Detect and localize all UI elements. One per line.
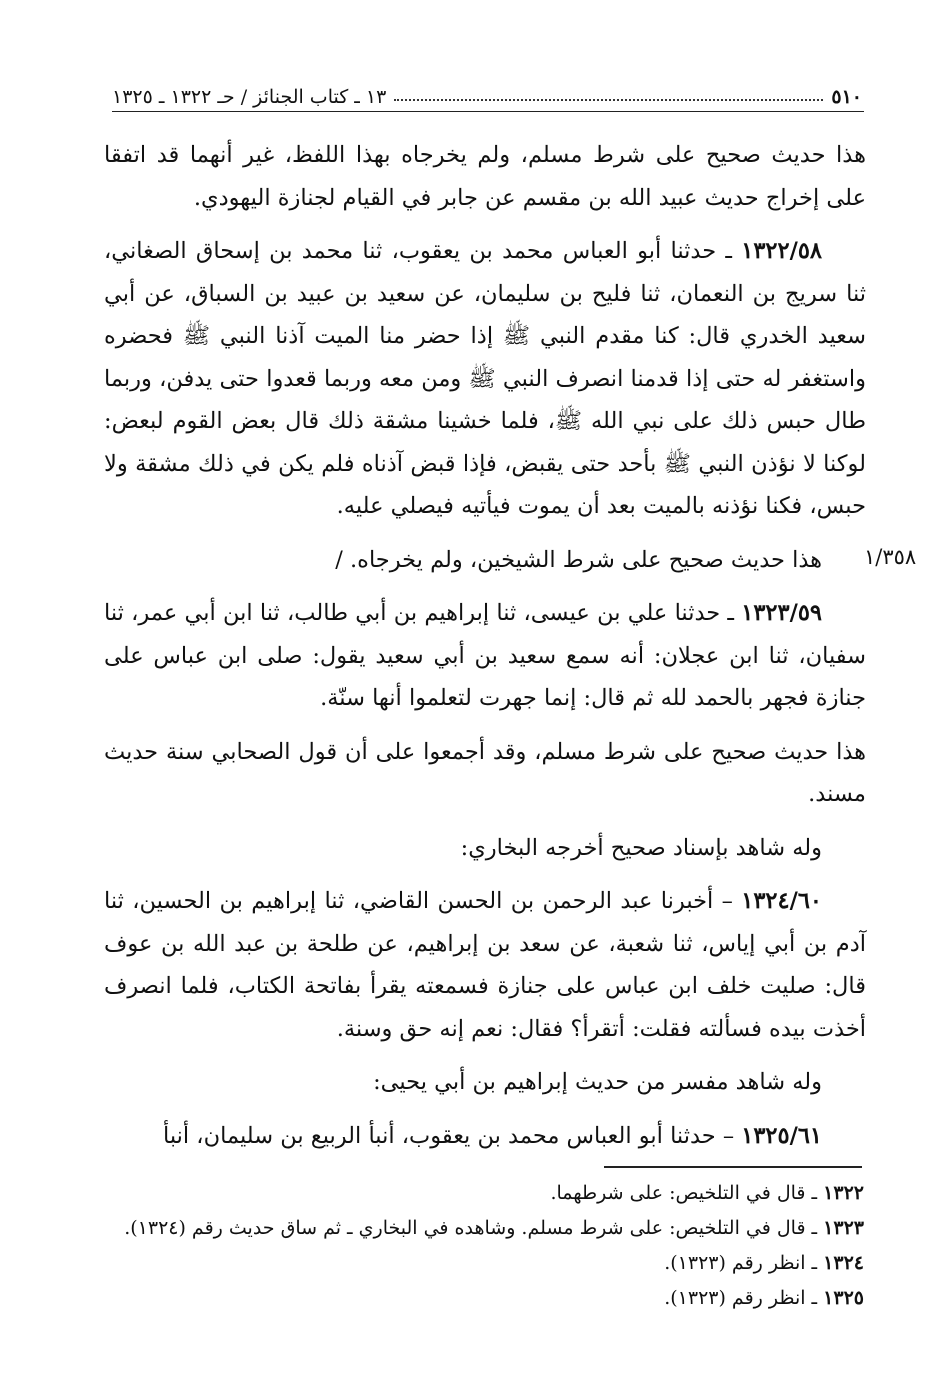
margin-volume-page-ref: ١/٣٥٨ xyxy=(864,545,917,569)
hadith-text: – أخبرنا عبد الرحمن بن الحسن القاضي، ثنا إبراهيم بن الحسين، ثنا آدم بن أبي إياس، ثنا شعبة، عن سعد بن إبراهيم، عن طلحة بن عبد الله بن عوف قال: صليت خلف ابن عباس على جنازة فسمعته يقرأ بفاتحة الكتاب، فلما انصرف أخذت بيده فسألته فقلت: أتقرأ؟ فقال: نعم إنه حق وسنة. xyxy=(104,888,866,1042)
paragraph-1 xyxy=(104,134,866,219)
header-title: ١٣ ـ كتاب الجنائز / حـ ١٣٢٢ ـ ١٣٢٥ xyxy=(112,86,387,108)
page-number: ٥١٠ xyxy=(831,86,862,108)
paragraph-grading-1323 xyxy=(104,731,866,816)
hadith-number: ١٣٢٤/٦٠ xyxy=(741,888,822,914)
footnote-number: ١٣٢٥ xyxy=(823,1287,864,1309)
footnote-1325 xyxy=(104,1281,864,1316)
paragraph-text: هذا حديث صحيح على شرط مسلم، وقد أجمعوا على أن قول الصحابي سنة حديث مسند. xyxy=(104,738,866,807)
footnote-text: ـ قال في التلخيص: على شرط مسلم. وشاهده في البخاري ـ ثم ساق حديث رقم (١٣٢٤). xyxy=(124,1217,824,1239)
hadith-number: ١٣٢٥/٦١ xyxy=(741,1122,822,1149)
hadith-1322 xyxy=(104,230,866,528)
footnote-1323 xyxy=(104,1211,864,1246)
hadith-text: ـ حدثنا علي بن عيسى، ثنا إبراهيم بن أبي طالب، ثنا ابن أبي عمر، ثنا سفيان، ثنا ابن عجلان: أنه سمع سعيد بن أبي سعيد يقول: صلى ابن عباس على جنازة فجهر بالحمد لله ثم قال: إنما جهرت لتعلموا أنها سنّة. xyxy=(104,600,866,711)
footnote-separator xyxy=(604,1166,862,1168)
footnote-text: ـ قال في التلخيص: على شرطهما. xyxy=(550,1182,824,1204)
paragraph-text: وله شاهد بإسناد صحيح أخرجه البخاري: xyxy=(460,834,822,861)
paragraph-text: وله شاهد مفسر من حديث إبراهيم بن أبي يحيى: xyxy=(373,1069,822,1095)
footnote-number: ١٣٢٢ xyxy=(823,1182,864,1204)
hadith-number: ١٣٢٢/٥٨ xyxy=(741,238,822,264)
hadith-1325 xyxy=(104,1115,866,1158)
header-leader-dots xyxy=(394,99,823,101)
hadith-1323 xyxy=(104,592,866,720)
header-rule xyxy=(112,111,864,112)
hadith-text: – حدثنا أبو العباس محمد بن يعقوب، أنبأ الربيع بن سليمان، أنبأ xyxy=(163,1122,742,1149)
footnote-text: ـ انظر رقم (١٣٢٣). xyxy=(664,1252,824,1274)
paragraph-grading-1322 xyxy=(104,539,866,582)
footnote-1322 xyxy=(104,1176,864,1211)
paragraph-text: هذا حديث صحيح على شرط الشيخين، ولم يخرجاه. / xyxy=(335,546,822,573)
paragraph-witness-1 xyxy=(104,827,866,870)
footnote-number: ١٣٢٤ xyxy=(823,1252,864,1274)
footnote-1324 xyxy=(104,1246,864,1281)
footnote-number: ١٣٢٣ xyxy=(823,1217,864,1239)
footnote-text: ـ انظر رقم (١٣٢٣). xyxy=(664,1287,824,1309)
paragraph-witness-2 xyxy=(104,1061,866,1104)
paragraph-text: هذا حديث صحيح على شرط مسلم، ولم يخرجاه بهذا اللفظ، غير أنهما قد اتفقا على إخراج حديث عبيد الله بن مقسم عن جابر في القيام لجنازة اليهودي. xyxy=(104,142,866,211)
hadith-number: ١٣٢٣/٥٩ xyxy=(741,600,822,626)
running-header xyxy=(112,68,862,108)
footnotes xyxy=(104,1176,864,1316)
hadith-1324 xyxy=(104,880,866,1050)
hadith-text: ـ حدثنا أبو العباس محمد بن يعقوب، ثنا محمد بن إسحاق الصغاني، ثنا سريج بن النعمان، ثنا فليح بن سليمان، عن سعيد بن عبيد بن السباق، عن أبي سعيد الخدري قال: كنا مقدم النبي ﷺ إذا حضر منا الميت آذنا النبي ﷺ فحضره واستغفر له حتى إذا قدمنا انصرف النبي ﷺ ومن معه وربما قعدوا حتى يدفن، وربما طال حبس ذلك على نبي الله ﷺ، فلما خشينا مشقة ذلك قال بعض القوم لبعض: لوكنا لا نؤذن النبي ﷺ بأحد حتى يقبض، فإذا قبض آذناه فلم يكن في ذلك مشقة ولا حبس، فكنا نؤذنه بالميت بعد أن يموت فيأتيه فيصلي عليه. xyxy=(104,238,866,519)
main-text xyxy=(104,134,866,1168)
